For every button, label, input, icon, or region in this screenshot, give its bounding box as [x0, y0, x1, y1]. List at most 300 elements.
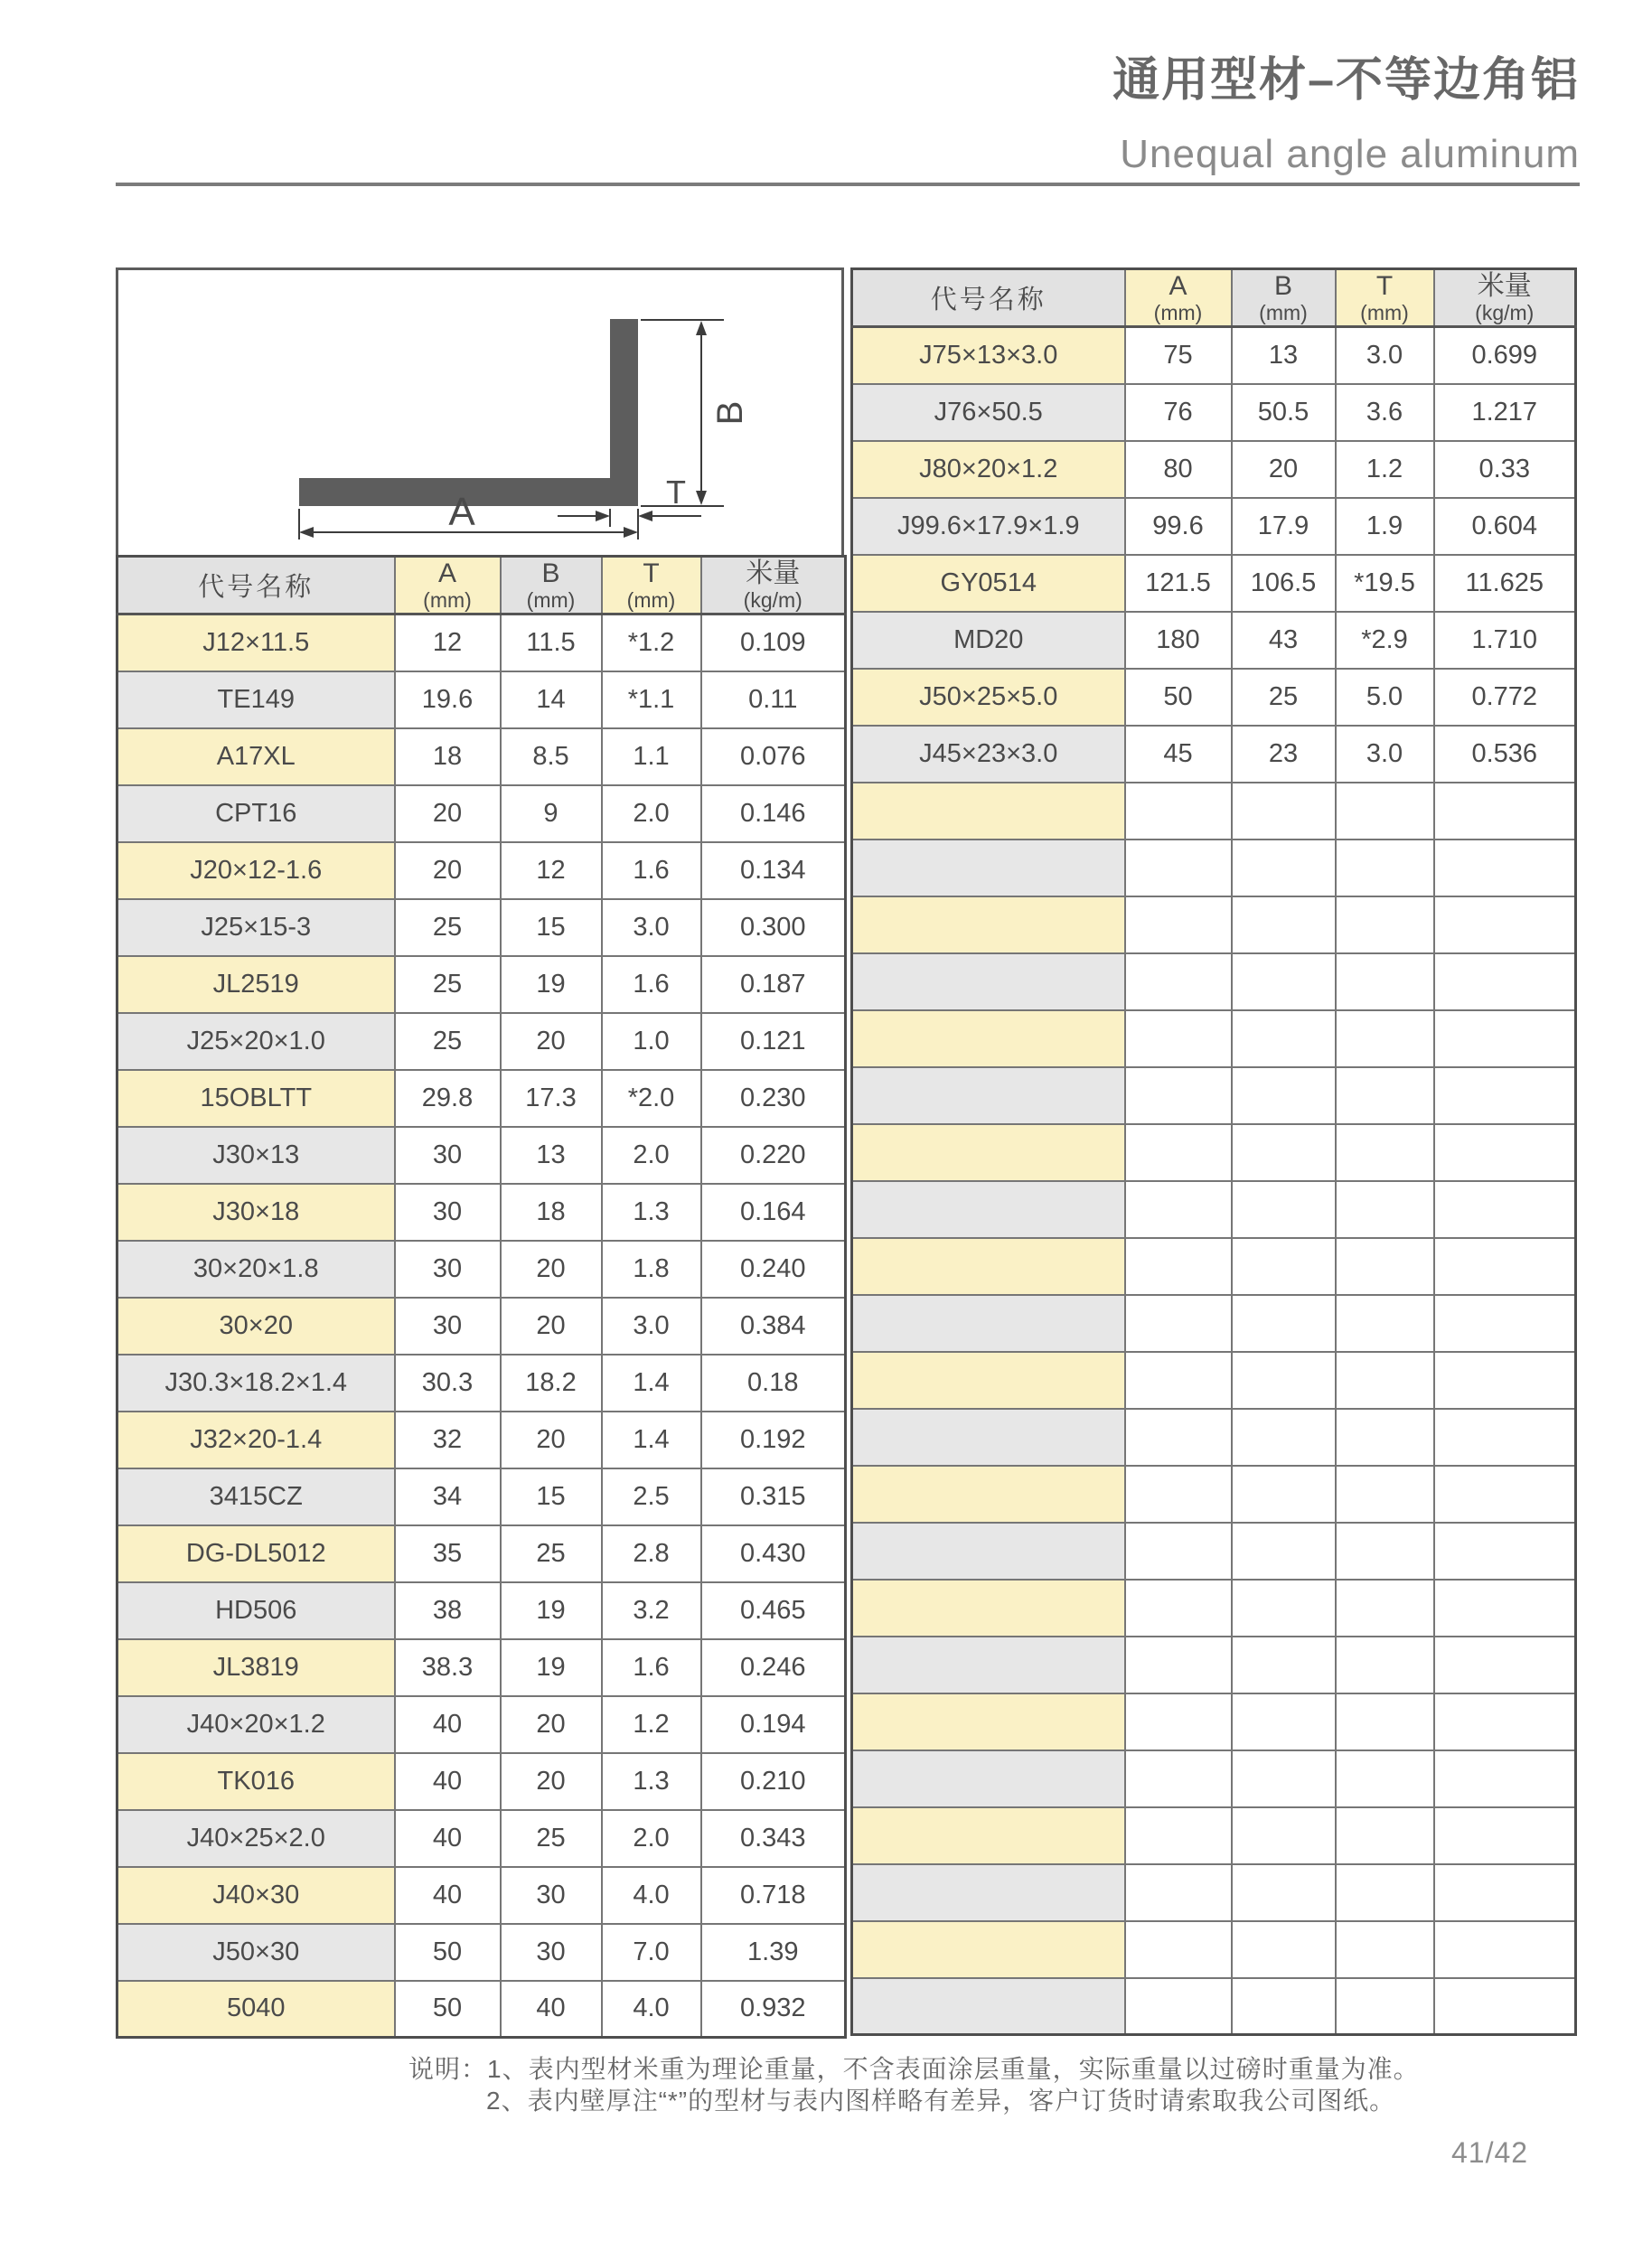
value-b: 13 — [501, 1127, 602, 1184]
table-row — [117, 671, 846, 728]
value-a: 34 — [395, 1468, 501, 1525]
value-weight-empty — [1434, 1466, 1576, 1523]
value-weight-empty — [1434, 1352, 1576, 1409]
value-t: 1.6 — [602, 1639, 701, 1696]
empty-table-row — [852, 1124, 1576, 1181]
profile-code-empty — [852, 1067, 1125, 1124]
profile-code: J45×23×3.0 — [852, 726, 1125, 783]
value-a-empty — [1125, 1921, 1232, 1978]
value-weight-empty — [1434, 1181, 1576, 1238]
value-weight: 0.076 — [701, 728, 846, 785]
diagram-label-a: A — [448, 490, 475, 534]
value-weight-empty — [1434, 1864, 1576, 1921]
table-row — [117, 1582, 846, 1639]
value-weight: 0.164 — [701, 1184, 846, 1241]
value-a: 20 — [395, 785, 501, 842]
profile-code: DG-DL5012 — [117, 1525, 395, 1582]
value-weight-empty — [1434, 1637, 1576, 1693]
empty-table-row — [852, 1750, 1576, 1807]
value-t-empty — [1336, 1067, 1434, 1124]
value-t-empty — [1336, 1921, 1434, 1978]
value-b: 20 — [501, 1412, 602, 1468]
value-b-empty — [1232, 1124, 1336, 1181]
value-b-empty — [1232, 953, 1336, 1010]
value-weight-empty — [1434, 1409, 1576, 1466]
value-b: 20 — [1232, 441, 1336, 498]
table-row — [117, 1696, 846, 1753]
value-a: 40 — [395, 1696, 501, 1753]
value-b: 18.2 — [501, 1355, 602, 1412]
profile-code-empty — [852, 1466, 1125, 1523]
value-b-empty — [1232, 1238, 1336, 1295]
profile-code: J99.6×17.9×1.9 — [852, 498, 1125, 555]
value-weight: 0.343 — [701, 1810, 846, 1867]
table-row — [852, 441, 1576, 498]
value-a: 30 — [395, 1184, 501, 1241]
value-a: 30 — [395, 1127, 501, 1184]
profile-code: J30.3×18.2×1.4 — [117, 1355, 395, 1412]
value-a: 40 — [395, 1867, 501, 1924]
value-a: 19.6 — [395, 671, 501, 728]
page-title-en: Unequal angle aluminum — [1120, 132, 1580, 176]
profile-code: 30×20 — [117, 1298, 395, 1355]
value-weight: 0.109 — [701, 614, 846, 671]
value-t-empty — [1336, 1295, 1434, 1352]
profile-code: CPT16 — [117, 785, 395, 842]
profile-code: GY0514 — [852, 555, 1125, 612]
value-a-empty — [1125, 1807, 1232, 1864]
value-t: 1.2 — [602, 1696, 701, 1753]
value-b: 25 — [501, 1810, 602, 1867]
value-b-empty — [1232, 1010, 1336, 1067]
value-a-empty — [1125, 1409, 1232, 1466]
value-weight: 0.246 — [701, 1639, 846, 1696]
value-t: 1.0 — [602, 1013, 701, 1070]
value-a-empty — [1125, 1010, 1232, 1067]
value-weight: 0.772 — [1434, 669, 1576, 726]
value-weight-empty — [1434, 1010, 1576, 1067]
table-row — [117, 842, 846, 899]
value-a-empty — [1125, 783, 1232, 840]
value-t: *2.0 — [602, 1070, 701, 1127]
value-weight-empty — [1434, 953, 1576, 1010]
table-row — [117, 1810, 846, 1867]
value-weight-empty — [1434, 1067, 1576, 1124]
value-b-empty — [1232, 1523, 1336, 1580]
value-b-empty — [1232, 840, 1336, 896]
value-t: 4.0 — [602, 1981, 701, 2038]
value-weight: 1.39 — [701, 1924, 846, 1981]
value-weight: 0.187 — [701, 956, 846, 1013]
value-b-empty — [1232, 1409, 1336, 1466]
table-row — [852, 384, 1576, 441]
value-a: 25 — [395, 1013, 501, 1070]
value-weight: 0.146 — [701, 785, 846, 842]
profile-code: J50×30 — [117, 1924, 395, 1981]
empty-table-row — [852, 1807, 1576, 1864]
column-header-a: A (mm) — [1125, 269, 1232, 327]
value-a: 25 — [395, 899, 501, 956]
value-a: 50 — [395, 1981, 501, 2038]
value-t: 1.4 — [602, 1412, 701, 1468]
value-b: 20 — [501, 1753, 602, 1810]
table-row — [117, 1013, 846, 1070]
value-t-empty — [1336, 1580, 1434, 1637]
value-t: 1.1 — [602, 728, 701, 785]
value-weight-empty — [1434, 1580, 1576, 1637]
value-weight-empty — [1434, 1807, 1576, 1864]
value-weight: 11.625 — [1434, 555, 1576, 612]
value-b: 11.5 — [501, 614, 602, 671]
value-t-empty — [1336, 1466, 1434, 1523]
value-b: 9 — [501, 785, 602, 842]
value-t: 7.0 — [602, 1924, 701, 1981]
value-weight: 1.710 — [1434, 612, 1576, 669]
profile-code: J40×30 — [117, 1867, 395, 1924]
value-a-empty — [1125, 1124, 1232, 1181]
value-b-empty — [1232, 1466, 1336, 1523]
value-t: 2.0 — [602, 785, 701, 842]
value-a: 20 — [395, 842, 501, 899]
value-t-empty — [1336, 953, 1434, 1010]
profile-code: HD506 — [117, 1582, 395, 1639]
value-a-empty — [1125, 1067, 1232, 1124]
value-t: *2.9 — [1336, 612, 1434, 669]
empty-table-row — [852, 1580, 1576, 1637]
value-weight: 0.33 — [1434, 441, 1576, 498]
value-a: 45 — [1125, 726, 1232, 783]
empty-table-row — [852, 1466, 1576, 1523]
value-b: 13 — [1232, 327, 1336, 384]
page-title-zh: 通用型材–不等边角铝 — [1112, 54, 1580, 107]
value-t: 1.9 — [1336, 498, 1434, 555]
profile-code-empty — [852, 1124, 1125, 1181]
value-a-empty — [1125, 1181, 1232, 1238]
profile-code: J75×13×3.0 — [852, 327, 1125, 384]
header-rule — [116, 183, 1580, 186]
empty-table-row — [852, 1523, 1576, 1580]
value-weight: 0.718 — [701, 1867, 846, 1924]
value-b: 30 — [501, 1924, 602, 1981]
value-weight-empty — [1434, 1921, 1576, 1978]
value-a: 30 — [395, 1241, 501, 1298]
value-a-empty — [1125, 1978, 1232, 2035]
value-weight: 0.932 — [701, 1981, 846, 2038]
profile-code-empty — [852, 953, 1125, 1010]
value-a-empty — [1125, 896, 1232, 953]
profile-code-empty — [852, 1295, 1125, 1352]
table-row — [117, 1127, 846, 1184]
value-a: 76 — [1125, 384, 1232, 441]
table-row — [117, 1981, 846, 2038]
value-a: 180 — [1125, 612, 1232, 669]
value-weight: 0.220 — [701, 1127, 846, 1184]
value-weight-empty — [1434, 1124, 1576, 1181]
table-row — [117, 899, 846, 956]
value-b: 15 — [501, 1468, 602, 1525]
value-b-empty — [1232, 1978, 1336, 2035]
value-weight: 0.11 — [701, 671, 846, 728]
profile-code: MD20 — [852, 612, 1125, 669]
value-b-empty — [1232, 1352, 1336, 1409]
value-weight: 0.315 — [701, 1468, 846, 1525]
profile-code: J80×20×1.2 — [852, 441, 1125, 498]
profile-code-empty — [852, 1010, 1125, 1067]
table-row — [117, 1639, 846, 1696]
profile-code: TK016 — [117, 1753, 395, 1810]
value-weight-empty — [1434, 1238, 1576, 1295]
value-a: 80 — [1125, 441, 1232, 498]
empty-table-row — [852, 1921, 1576, 1978]
profile-code-empty — [852, 783, 1125, 840]
value-a: 50 — [395, 1924, 501, 1981]
value-t-empty — [1336, 1693, 1434, 1750]
column-header-weight: 米量 (kg/m) — [701, 557, 846, 614]
value-a-empty — [1125, 1864, 1232, 1921]
value-t-empty — [1336, 783, 1434, 840]
value-b: 17.9 — [1232, 498, 1336, 555]
value-t: 2.0 — [602, 1127, 701, 1184]
profile-code: TE149 — [117, 671, 395, 728]
value-t: 1.4 — [602, 1355, 701, 1412]
empty-table-row — [852, 783, 1576, 840]
footnote-text-1: 1、表内型材米重为理论重量，不含表面涂层重量，实际重量以过磅时重量为准。 — [487, 2055, 1420, 2083]
value-weight-empty — [1434, 896, 1576, 953]
value-a: 18 — [395, 728, 501, 785]
value-b: 25 — [1232, 669, 1336, 726]
profile-code-empty — [852, 1352, 1125, 1409]
value-a: 99.6 — [1125, 498, 1232, 555]
profile-code-empty — [852, 1238, 1125, 1295]
value-b-empty — [1232, 1693, 1336, 1750]
value-b-empty — [1232, 1921, 1336, 1978]
value-b-empty — [1232, 1580, 1336, 1637]
profile-code-empty — [852, 1637, 1125, 1693]
profile-code: 3415CZ — [117, 1468, 395, 1525]
profile-code: J76×50.5 — [852, 384, 1125, 441]
value-weight: 0.18 — [701, 1355, 846, 1412]
value-b: 20 — [501, 1241, 602, 1298]
value-a-empty — [1125, 953, 1232, 1010]
value-weight-empty — [1434, 1295, 1576, 1352]
value-b: 43 — [1232, 612, 1336, 669]
profile-code-empty — [852, 1807, 1125, 1864]
profile-code: J32×20-1.4 — [117, 1412, 395, 1468]
value-weight: 0.465 — [701, 1582, 846, 1639]
table-row — [852, 612, 1576, 669]
value-a-empty — [1125, 1693, 1232, 1750]
value-a: 30.3 — [395, 1355, 501, 1412]
table-row — [117, 1468, 846, 1525]
value-t: 2.0 — [602, 1810, 701, 1867]
value-t: 3.0 — [1336, 327, 1434, 384]
value-b: 19 — [501, 1582, 602, 1639]
table-row — [117, 1867, 846, 1924]
profile-code: 15OBLTT — [117, 1070, 395, 1127]
value-b-empty — [1232, 1637, 1336, 1693]
empty-table-row — [852, 1067, 1576, 1124]
value-t: *1.1 — [602, 671, 701, 728]
value-b-empty — [1232, 783, 1336, 840]
profile-code-empty — [852, 896, 1125, 953]
table-row — [852, 498, 1576, 555]
value-b: 50.5 — [1232, 384, 1336, 441]
profile-code: A17XL — [117, 728, 395, 785]
column-header-a: A (mm) — [395, 557, 501, 614]
value-a: 40 — [395, 1753, 501, 1810]
value-t-empty — [1336, 1637, 1434, 1693]
value-weight: 0.240 — [701, 1241, 846, 1298]
profile-code: J20×12-1.6 — [117, 842, 395, 899]
value-weight-empty — [1434, 1750, 1576, 1807]
table-row — [117, 1412, 846, 1468]
profile-code-empty — [852, 840, 1125, 896]
table-row — [117, 1241, 846, 1298]
value-a: 12 — [395, 614, 501, 671]
value-weight: 0.194 — [701, 1696, 846, 1753]
value-weight: 0.192 — [701, 1412, 846, 1468]
value-a: 29.8 — [395, 1070, 501, 1127]
footnote-label: 说明： — [408, 2055, 488, 2083]
value-a: 32 — [395, 1412, 501, 1468]
table-row — [117, 614, 846, 671]
column-header-name: 代号名称 — [852, 269, 1125, 327]
table-row — [117, 785, 846, 842]
value-weight: 0.121 — [701, 1013, 846, 1070]
footnote-line-2: 2、表内壁厚注“*”的型材与表内图样略有差异，客户订货时请索取我公司图纸。 — [486, 2087, 1396, 2115]
column-header-b: B (mm) — [1232, 269, 1336, 327]
profile-code: J40×25×2.0 — [117, 1810, 395, 1867]
value-t: 1.8 — [602, 1241, 701, 1298]
value-b: 17.3 — [501, 1070, 602, 1127]
value-a: 25 — [395, 956, 501, 1013]
column-header-name: 代号名称 — [117, 557, 395, 614]
value-weight: 0.300 — [701, 899, 846, 956]
page-number: 41/42 — [1451, 2136, 1529, 2169]
profile-code-empty — [852, 1693, 1125, 1750]
value-a-empty — [1125, 1466, 1232, 1523]
empty-table-row — [852, 953, 1576, 1010]
value-a: 38.3 — [395, 1639, 501, 1696]
value-t-empty — [1336, 1978, 1434, 2035]
profile-code: JL3819 — [117, 1639, 395, 1696]
value-b-empty — [1232, 1295, 1336, 1352]
value-t-empty — [1336, 1238, 1434, 1295]
value-b: 20 — [501, 1013, 602, 1070]
value-t: 1.6 — [602, 842, 701, 899]
value-t: 1.3 — [602, 1184, 701, 1241]
empty-table-row — [852, 1637, 1576, 1693]
empty-table-row — [852, 1352, 1576, 1409]
value-a-empty — [1125, 1523, 1232, 1580]
value-weight: 0.230 — [701, 1070, 846, 1127]
empty-table-row — [852, 1864, 1576, 1921]
table-row — [117, 1525, 846, 1582]
profile-code: J40×20×1.2 — [117, 1696, 395, 1753]
column-header-t: T (mm) — [1336, 269, 1434, 327]
value-weight: 0.536 — [1434, 726, 1576, 783]
profile-diagram — [116, 267, 844, 555]
spec-table-right — [850, 267, 1577, 2036]
column-header-b: B (mm) — [501, 557, 602, 614]
profile-vertical-leg — [610, 319, 638, 506]
value-t: 1.2 — [1336, 441, 1434, 498]
value-a: 40 — [395, 1810, 501, 1867]
profile-code-empty — [852, 1978, 1125, 2035]
empty-table-row — [852, 1010, 1576, 1067]
value-t: 5.0 — [1336, 669, 1434, 726]
profile-code: J50×25×5.0 — [852, 669, 1125, 726]
value-weight-empty — [1434, 1693, 1576, 1750]
value-weight: 0.134 — [701, 842, 846, 899]
value-b: 25 — [501, 1525, 602, 1582]
value-b: 23 — [1232, 726, 1336, 783]
table-row — [117, 728, 846, 785]
table-row — [117, 1070, 846, 1127]
value-t-empty — [1336, 1864, 1434, 1921]
profile-code: 30×20×1.8 — [117, 1241, 395, 1298]
table-row — [852, 669, 1576, 726]
value-weight: 0.430 — [701, 1525, 846, 1582]
diagram-label-t: T — [666, 474, 686, 511]
value-t: *19.5 — [1336, 555, 1434, 612]
empty-table-row — [852, 896, 1576, 953]
value-b: 18 — [501, 1184, 602, 1241]
value-t-empty — [1336, 1523, 1434, 1580]
value-t: 1.3 — [602, 1753, 701, 1810]
value-weight: 0.210 — [701, 1753, 846, 1810]
value-a-empty — [1125, 1750, 1232, 1807]
value-t: 3.2 — [602, 1582, 701, 1639]
value-weight: 1.217 — [1434, 384, 1576, 441]
value-a-empty — [1125, 1238, 1232, 1295]
value-b: 20 — [501, 1696, 602, 1753]
value-t: 2.8 — [602, 1525, 701, 1582]
value-t: 3.0 — [1336, 726, 1434, 783]
footnotes — [408, 2053, 1420, 2116]
header-row — [852, 269, 1576, 327]
table-row — [117, 1184, 846, 1241]
value-t-empty — [1336, 1409, 1434, 1466]
value-b-empty — [1232, 1181, 1336, 1238]
empty-table-row — [852, 1978, 1576, 2035]
profile-code: J25×15-3 — [117, 899, 395, 956]
profile-code-empty — [852, 1921, 1125, 1978]
table-row — [852, 327, 1576, 384]
value-t-empty — [1336, 1181, 1434, 1238]
column-header-weight: 米量 (kg/m) — [1434, 269, 1576, 327]
table-row — [852, 726, 1576, 783]
value-b: 30 — [501, 1867, 602, 1924]
value-weight: 0.384 — [701, 1298, 846, 1355]
value-t: 3.6 — [1336, 384, 1434, 441]
table-row — [117, 1298, 846, 1355]
value-a-empty — [1125, 1295, 1232, 1352]
value-t: 3.0 — [602, 899, 701, 956]
value-a: 75 — [1125, 327, 1232, 384]
value-b: 40 — [501, 1981, 602, 2038]
value-b: 19 — [501, 1639, 602, 1696]
empty-table-row — [852, 1295, 1576, 1352]
value-b-empty — [1232, 1864, 1336, 1921]
value-t-empty — [1336, 1124, 1434, 1181]
value-b-empty — [1232, 1750, 1336, 1807]
value-weight: 0.699 — [1434, 327, 1576, 384]
value-weight-empty — [1434, 783, 1576, 840]
value-a-empty — [1125, 1637, 1232, 1693]
column-header-t: T (mm) — [602, 557, 701, 614]
empty-table-row — [852, 1693, 1576, 1750]
